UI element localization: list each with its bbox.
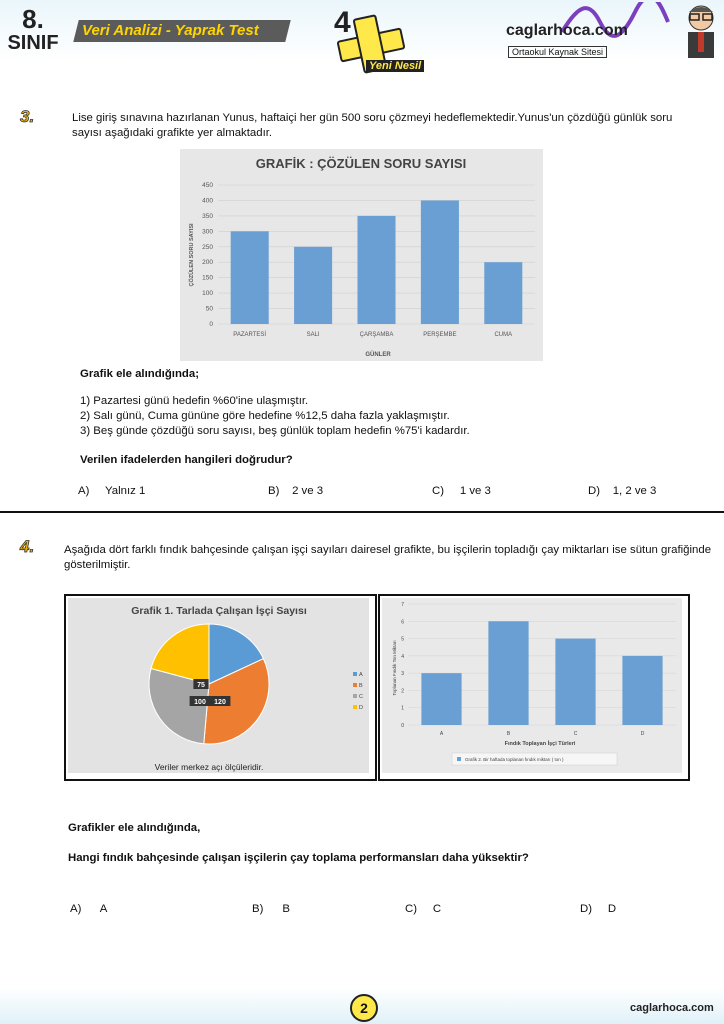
chart1-x-tick-label: PAZARTESİ <box>233 332 267 338</box>
question-4-text: Aşağıda dört farklı fındık bahçesinde çalışan işçi sayıları dairesel grafikte, bu işçilerin topladığı çay miktarları ise sütun grafiğinde gösterilmiştir. <box>64 544 712 571</box>
chart1-y-tick-label: 100 <box>202 290 213 298</box>
statement-1: 1) Pazartesi günü hedefin %60'ine ulaşmıştır. <box>80 395 309 407</box>
q3-option-a-letter: A) <box>78 485 90 497</box>
q4-option-a[interactable] <box>70 903 107 915</box>
page-number: 2 <box>350 994 378 1022</box>
bar2-y-tick-label: 0 <box>401 723 404 729</box>
q4-option-d[interactable] <box>580 903 616 915</box>
bar2-bar <box>488 621 528 725</box>
site-subtitle: Ortaokul Kaynak Sitesi <box>508 46 607 58</box>
pie-legend-swatch <box>353 694 357 698</box>
pie-data-label: 75 <box>197 682 205 689</box>
chart1-y-tick-label: 200 <box>202 259 213 267</box>
hazelnut-amount-bar-chart <box>382 598 682 773</box>
pie-legend-label: D <box>359 705 363 711</box>
q4-option-b-text: B <box>282 903 290 915</box>
question-4-question: Hangi fındık bahçesinde çalışan işçilerin çay toplama performansları daha yüksektir? <box>68 852 529 864</box>
question-3-text: Lise giriş sınavına hazırlanan Yunus, haftaiçi her gün 500 soru çözmeyi hedeflemektedir.Yunus'un çözdüğü günlük soru sayısı aşağıdaki grafikte yer almaktadır. <box>72 112 673 139</box>
question-3-number: 3. <box>20 107 35 126</box>
q3-option-b-text: 2 ve 3 <box>292 485 324 497</box>
pie-chart-title: Grafik 1. Tarlada Çalışan İşçi Sayısı <box>131 605 307 617</box>
section-divider <box>0 511 724 513</box>
q4-option-b-letter: B) <box>252 903 264 915</box>
q4-option-d-letter: D) <box>580 903 593 915</box>
chart1-y-tick-label: 350 <box>202 212 213 220</box>
chart1-bar <box>231 231 269 324</box>
solved-questions-bar-chart <box>180 149 543 361</box>
chart1-y-tick-label: 300 <box>202 228 213 236</box>
q4-option-c[interactable] <box>405 903 441 915</box>
chart1-y-axis-label: ÇÖZÜLEN SORU SAYISI <box>189 223 195 287</box>
chart1-y-tick-label: 250 <box>202 243 213 251</box>
bar2-x-tick-label: A <box>439 731 444 737</box>
chart1-bar <box>421 200 459 324</box>
q3-option-c[interactable] <box>432 485 491 497</box>
pie-legend-swatch <box>353 705 357 709</box>
question-4-number: 4. <box>20 537 35 556</box>
q4-option-a-letter: A) <box>70 903 82 915</box>
bar2-x-tick-label: D <box>640 731 645 737</box>
pie-legend-swatch <box>353 672 357 676</box>
bar2-y-tick-label: 1 <box>401 705 404 712</box>
chart1-y-tick-label: 400 <box>202 197 213 205</box>
chart1-x-tick-label: ÇARŞAMBA <box>359 332 394 338</box>
bar2-y-tick-label: 6 <box>401 619 404 626</box>
chart1-x-axis-label: GÜNLER <box>365 352 391 358</box>
bar2-y-tick-label: 5 <box>401 636 404 643</box>
q3-option-d-text: 1, 2 ve 3 <box>612 485 657 497</box>
chart1-y-tick-label: 150 <box>202 274 213 282</box>
chart1-bar <box>357 216 395 324</box>
bar2-x-axis-label: Fındık Toplayan İşçi Türleri <box>504 741 576 747</box>
bar2-bar <box>555 639 595 725</box>
bar2-y-axis-label: Toplanan Fındık Ton Miktarı <box>392 640 397 696</box>
chart1-y-tick-label: 0 <box>209 321 213 328</box>
teacher-avatar-icon <box>680 2 722 60</box>
pie-legend-swatch <box>353 683 357 687</box>
q4-option-d-text: D <box>607 903 617 915</box>
q4-option-b[interactable] <box>252 903 290 915</box>
logo-number: 4 <box>334 6 351 39</box>
q3-option-b[interactable] <box>268 485 323 497</box>
grade-number: 8. <box>22 4 44 34</box>
chart1-x-tick-label: SALI <box>306 332 320 338</box>
page-header <box>0 0 724 72</box>
bar2-legend-label: Grafik 2. Bir haftada toplanan fındık miktarı ( ton ) <box>465 757 564 762</box>
chart1-bar <box>294 247 332 324</box>
statement-3: 3) Beş günde çözdüğü soru sayısı, beş günlük toplam hedefin %75'i kadardır. <box>80 425 470 437</box>
bar2-y-tick-label: 4 <box>401 653 404 660</box>
grade-badge <box>6 6 60 58</box>
chart1-x-tick-label: PERŞEMBE <box>423 332 457 338</box>
chart1-y-tick-label: 50 <box>205 305 213 313</box>
chart1-y-tick-label: 450 <box>202 182 213 189</box>
question-4-prompt: Grafikler ele alındığında, <box>68 822 201 834</box>
q4-option-c-letter: C) <box>405 903 418 915</box>
pie-legend-label: A <box>359 672 363 678</box>
grade-word: SINIF <box>7 32 59 54</box>
worker-count-pie-chart <box>68 598 369 773</box>
chart1-title: GRAFİK : ÇÖZÜLEN SORU SAYISI <box>255 156 467 171</box>
bar2-bar <box>421 673 461 725</box>
bar2-y-tick-label: 3 <box>401 671 404 678</box>
q4-option-a-text: A <box>99 903 108 915</box>
bar2-legend-swatch <box>457 757 461 761</box>
q3-option-a[interactable] <box>78 485 145 497</box>
pie-data-label: 100 <box>194 699 206 706</box>
topic-title: Veri Analizi - Yaprak Test <box>82 22 259 39</box>
pie-chart-note: Veriler merkez açı ölçüleridir. <box>154 762 264 772</box>
q3-option-a-text: Yalnız 1 <box>105 485 146 497</box>
footer-site-name: caglarhoca.com <box>630 1002 714 1014</box>
pie-data-label: 120 <box>214 699 226 706</box>
question-3-prompt: Grafik ele alındığında; <box>80 368 199 380</box>
bar2-x-tick-label: C <box>573 731 578 737</box>
bar2-y-tick-label: 7 <box>401 602 404 608</box>
q3-option-b-letter: B) <box>268 485 280 497</box>
q4-option-c-text: C <box>432 903 442 915</box>
chart1-x-tick-label: CUMA <box>494 332 513 338</box>
pie-legend-label: C <box>359 694 363 700</box>
logo-tag: Yeni Nesil <box>366 60 424 72</box>
site-name: caglarhoca.com <box>506 22 628 39</box>
q3-option-d-letter: D) <box>588 485 601 497</box>
bar2-bar <box>622 656 662 725</box>
question-3-question: Verilen ifadelerden hangileri doğrudur? <box>80 454 293 466</box>
pie-legend-label: B <box>359 683 363 689</box>
bar2-y-tick-label: 2 <box>401 688 404 695</box>
bar2-x-tick-label: B <box>506 731 511 737</box>
statement-2: 2) Salı günü, Cuma gününe göre hedefine %12,5 daha fazla yaklaşmıştır. <box>80 410 450 422</box>
chart1-bar <box>484 262 522 324</box>
q3-option-c-letter: C) <box>432 485 445 497</box>
q3-option-c-text: 1 ve 3 <box>459 485 491 497</box>
q3-option-d[interactable] <box>588 485 656 497</box>
